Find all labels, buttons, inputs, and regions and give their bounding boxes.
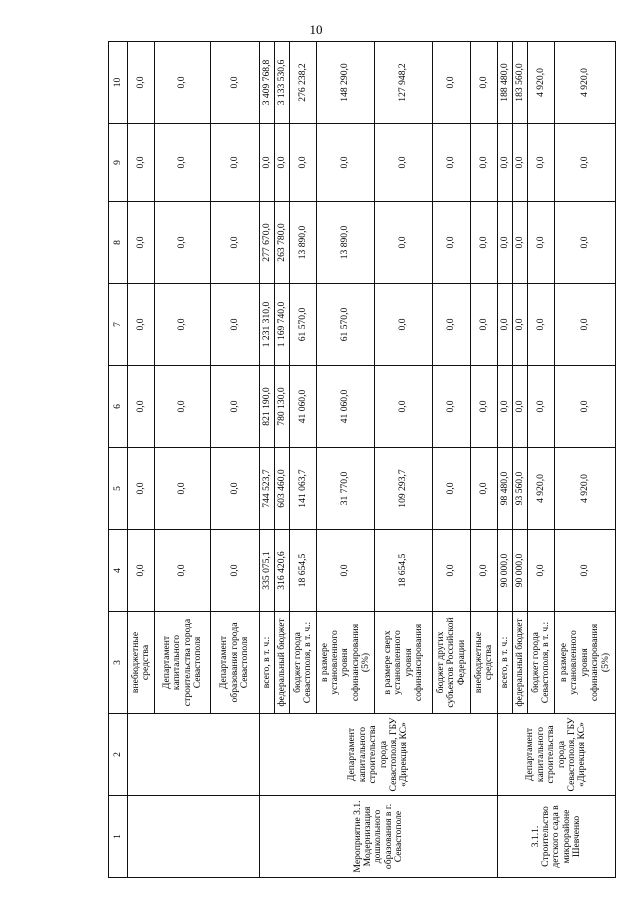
source-label: федеральный бюджет bbox=[275, 612, 290, 714]
header-cell: 5 bbox=[109, 448, 128, 530]
value-cell: 0,0 bbox=[155, 124, 211, 202]
value-cell: 13 890,0 bbox=[290, 202, 317, 284]
value-cell: 0,0 bbox=[471, 448, 498, 530]
value-cell: 780 130,0 bbox=[275, 366, 290, 448]
value-cell: 0,0 bbox=[471, 530, 498, 612]
value-cell: 0,0 bbox=[375, 366, 433, 448]
value-cell: 263 780,0 bbox=[275, 202, 290, 284]
value-cell: 0,0 bbox=[375, 284, 433, 366]
value-cell: 31 770,0 bbox=[317, 448, 375, 530]
value-cell: 0,0 bbox=[471, 366, 498, 448]
table-row bbox=[260, 42, 275, 878]
value-cell: 93 560,0 bbox=[513, 448, 528, 530]
value-cell: 61 570,0 bbox=[317, 284, 375, 366]
source-label: внебюджетные средства bbox=[128, 612, 155, 714]
value-cell: 0,0 bbox=[211, 284, 260, 366]
value-cell: 0,0 bbox=[498, 202, 513, 284]
value-cell: 0,0 bbox=[498, 284, 513, 366]
value-cell: 0,0 bbox=[433, 202, 471, 284]
value-cell: 316 420,6 bbox=[275, 530, 290, 612]
table-row bbox=[498, 42, 513, 878]
empty-cell bbox=[128, 796, 260, 878]
value-cell: 41 060,0 bbox=[290, 366, 317, 448]
value-cell: 0,0 bbox=[555, 202, 616, 284]
source-label: в размере установленного уровня софинансирования (5%) bbox=[317, 612, 375, 714]
value-cell: 0,0 bbox=[155, 42, 211, 124]
value-cell: 61 570,0 bbox=[290, 284, 317, 366]
value-cell: 3 409 768,8 bbox=[260, 42, 275, 124]
value-cell: 18 654,5 bbox=[290, 530, 317, 612]
activity-name: Мероприятие 3.1. Модернизация дошкольного образования в г. Севастополе bbox=[260, 796, 498, 878]
value-cell: 0,0 bbox=[471, 284, 498, 366]
value-cell: 0,0 bbox=[471, 42, 498, 124]
source-label: всего, в т. ч.: bbox=[498, 612, 513, 714]
value-cell: 276 238,2 bbox=[290, 42, 317, 124]
value-cell: 0,0 bbox=[555, 366, 616, 448]
value-cell: 0,0 bbox=[155, 448, 211, 530]
value-cell: 0,0 bbox=[433, 530, 471, 612]
value-cell: 0,0 bbox=[471, 202, 498, 284]
value-cell: 0,0 bbox=[260, 124, 275, 202]
header-cell: 3 bbox=[109, 612, 128, 714]
value-cell: 1 169 740,0 bbox=[275, 284, 290, 366]
value-cell: 90 000,0 bbox=[498, 530, 513, 612]
executor-name: Департамент капитального строительства города Севастополя, ГБУ «Дирекция КС» bbox=[498, 714, 616, 796]
header-cell: 6 bbox=[109, 366, 128, 448]
header-cell: 1 bbox=[109, 796, 128, 878]
value-cell: 18 654,5 bbox=[375, 530, 433, 612]
value-cell: 13 890,0 bbox=[317, 202, 375, 284]
source-label: в размере сверх установленного уровня софинансирования bbox=[375, 612, 433, 714]
source-label: федеральный бюджет bbox=[513, 612, 528, 714]
value-cell: 0,0 bbox=[317, 530, 375, 612]
value-cell: 0,0 bbox=[128, 284, 155, 366]
value-cell: 603 460,0 bbox=[275, 448, 290, 530]
value-cell: 0,0 bbox=[128, 530, 155, 612]
header-cell: 9 bbox=[109, 124, 128, 202]
value-cell: 4 920,0 bbox=[528, 448, 555, 530]
value-cell: 335 075,1 bbox=[260, 530, 275, 612]
value-cell: 0,0 bbox=[513, 366, 528, 448]
value-cell: 1 231 310,0 bbox=[260, 284, 275, 366]
value-cell: 0,0 bbox=[513, 284, 528, 366]
source-label: Департамент образования города Севастополя bbox=[211, 612, 260, 714]
source-label: бюджет города Севастополя, в т. ч.: bbox=[290, 612, 317, 714]
value-cell: 277 670,0 bbox=[260, 202, 275, 284]
header-cell: 2 bbox=[109, 714, 128, 796]
value-cell: 0,0 bbox=[528, 202, 555, 284]
value-cell: 0,0 bbox=[290, 124, 317, 202]
value-cell: 0,0 bbox=[528, 366, 555, 448]
header-cell: 4 bbox=[109, 530, 128, 612]
value-cell: 0,0 bbox=[211, 366, 260, 448]
value-cell: 0,0 bbox=[528, 124, 555, 202]
activity-name: 3.1.1. Строительство детского сада в микрорайоне Шевченко bbox=[498, 796, 616, 878]
value-cell: 0,0 bbox=[128, 448, 155, 530]
rotated-table-wrapper bbox=[108, 42, 611, 878]
value-cell: 0,0 bbox=[155, 284, 211, 366]
value-cell: 744 523,7 bbox=[260, 448, 275, 530]
value-cell: 0,0 bbox=[375, 124, 433, 202]
value-cell: 0,0 bbox=[555, 284, 616, 366]
value-cell: 98 480,0 bbox=[498, 448, 513, 530]
value-cell: 0,0 bbox=[128, 124, 155, 202]
value-cell: 148 290,0 bbox=[317, 42, 375, 124]
value-cell: 0,0 bbox=[211, 124, 260, 202]
value-cell: 127 948,2 bbox=[375, 42, 433, 124]
value-cell: 0,0 bbox=[317, 124, 375, 202]
source-label: всего, в т. ч.: bbox=[260, 612, 275, 714]
value-cell: 0,0 bbox=[498, 124, 513, 202]
value-cell: 0,0 bbox=[513, 124, 528, 202]
source-label: бюджет города Севастополя, в т. ч.: bbox=[528, 612, 555, 714]
value-cell: 188 480,0 bbox=[498, 42, 513, 124]
value-cell: 3 133 530,6 bbox=[275, 42, 290, 124]
header-row bbox=[109, 42, 128, 878]
value-cell: 0,0 bbox=[498, 366, 513, 448]
executor-name: Департамент капитального строительства города Севастополя, ГБУ «Дирекция КС» bbox=[260, 714, 498, 796]
value-cell: 0,0 bbox=[433, 284, 471, 366]
header-cell: 10 bbox=[109, 42, 128, 124]
value-cell: 0,0 bbox=[555, 530, 616, 612]
value-cell: 0,0 bbox=[433, 448, 471, 530]
table-row bbox=[128, 42, 155, 878]
value-cell: 0,0 bbox=[155, 202, 211, 284]
value-cell: 0,0 bbox=[128, 202, 155, 284]
value-cell: 0,0 bbox=[211, 202, 260, 284]
source-label: Департамент капитального строительства города Севастополя bbox=[155, 612, 211, 714]
value-cell: 4 920,0 bbox=[555, 448, 616, 530]
value-cell: 4 920,0 bbox=[555, 42, 616, 124]
page-number: 10 bbox=[309, 22, 323, 37]
value-cell: 0,0 bbox=[433, 124, 471, 202]
empty-cell bbox=[128, 714, 260, 796]
value-cell: 183 560,0 bbox=[513, 42, 528, 124]
value-cell: 90 000,0 bbox=[513, 530, 528, 612]
value-cell: 0,0 bbox=[128, 366, 155, 448]
value-cell: 821 190,0 bbox=[260, 366, 275, 448]
value-cell: 0,0 bbox=[528, 530, 555, 612]
source-label: бюджет других субъектов Российской Федерации bbox=[433, 612, 471, 714]
value-cell: 0,0 bbox=[375, 202, 433, 284]
value-cell: 0,0 bbox=[128, 42, 155, 124]
value-cell: 0,0 bbox=[528, 284, 555, 366]
value-cell: 0,0 bbox=[513, 202, 528, 284]
value-cell: 0,0 bbox=[155, 530, 211, 612]
value-cell: 41 060,0 bbox=[317, 366, 375, 448]
value-cell: 141 063,7 bbox=[290, 448, 317, 530]
value-cell: 0,0 bbox=[275, 124, 290, 202]
source-label: внебюджетные средства bbox=[471, 612, 498, 714]
value-cell: 0,0 bbox=[211, 42, 260, 124]
header-cell: 8 bbox=[109, 202, 128, 284]
value-cell: 0,0 bbox=[211, 530, 260, 612]
value-cell: 0,0 bbox=[555, 124, 616, 202]
value-cell: 0,0 bbox=[211, 448, 260, 530]
source-label: в размере установленного уровня софинансирования (5%) bbox=[555, 612, 616, 714]
value-cell: 0,0 bbox=[433, 42, 471, 124]
value-cell: 0,0 bbox=[471, 124, 498, 202]
value-cell: 109 293,7 bbox=[375, 448, 433, 530]
value-cell: 0,0 bbox=[155, 366, 211, 448]
budget-table bbox=[108, 41, 616, 878]
value-cell: 4 920,0 bbox=[528, 42, 555, 124]
header-cell: 7 bbox=[109, 284, 128, 366]
value-cell: 0,0 bbox=[433, 366, 471, 448]
